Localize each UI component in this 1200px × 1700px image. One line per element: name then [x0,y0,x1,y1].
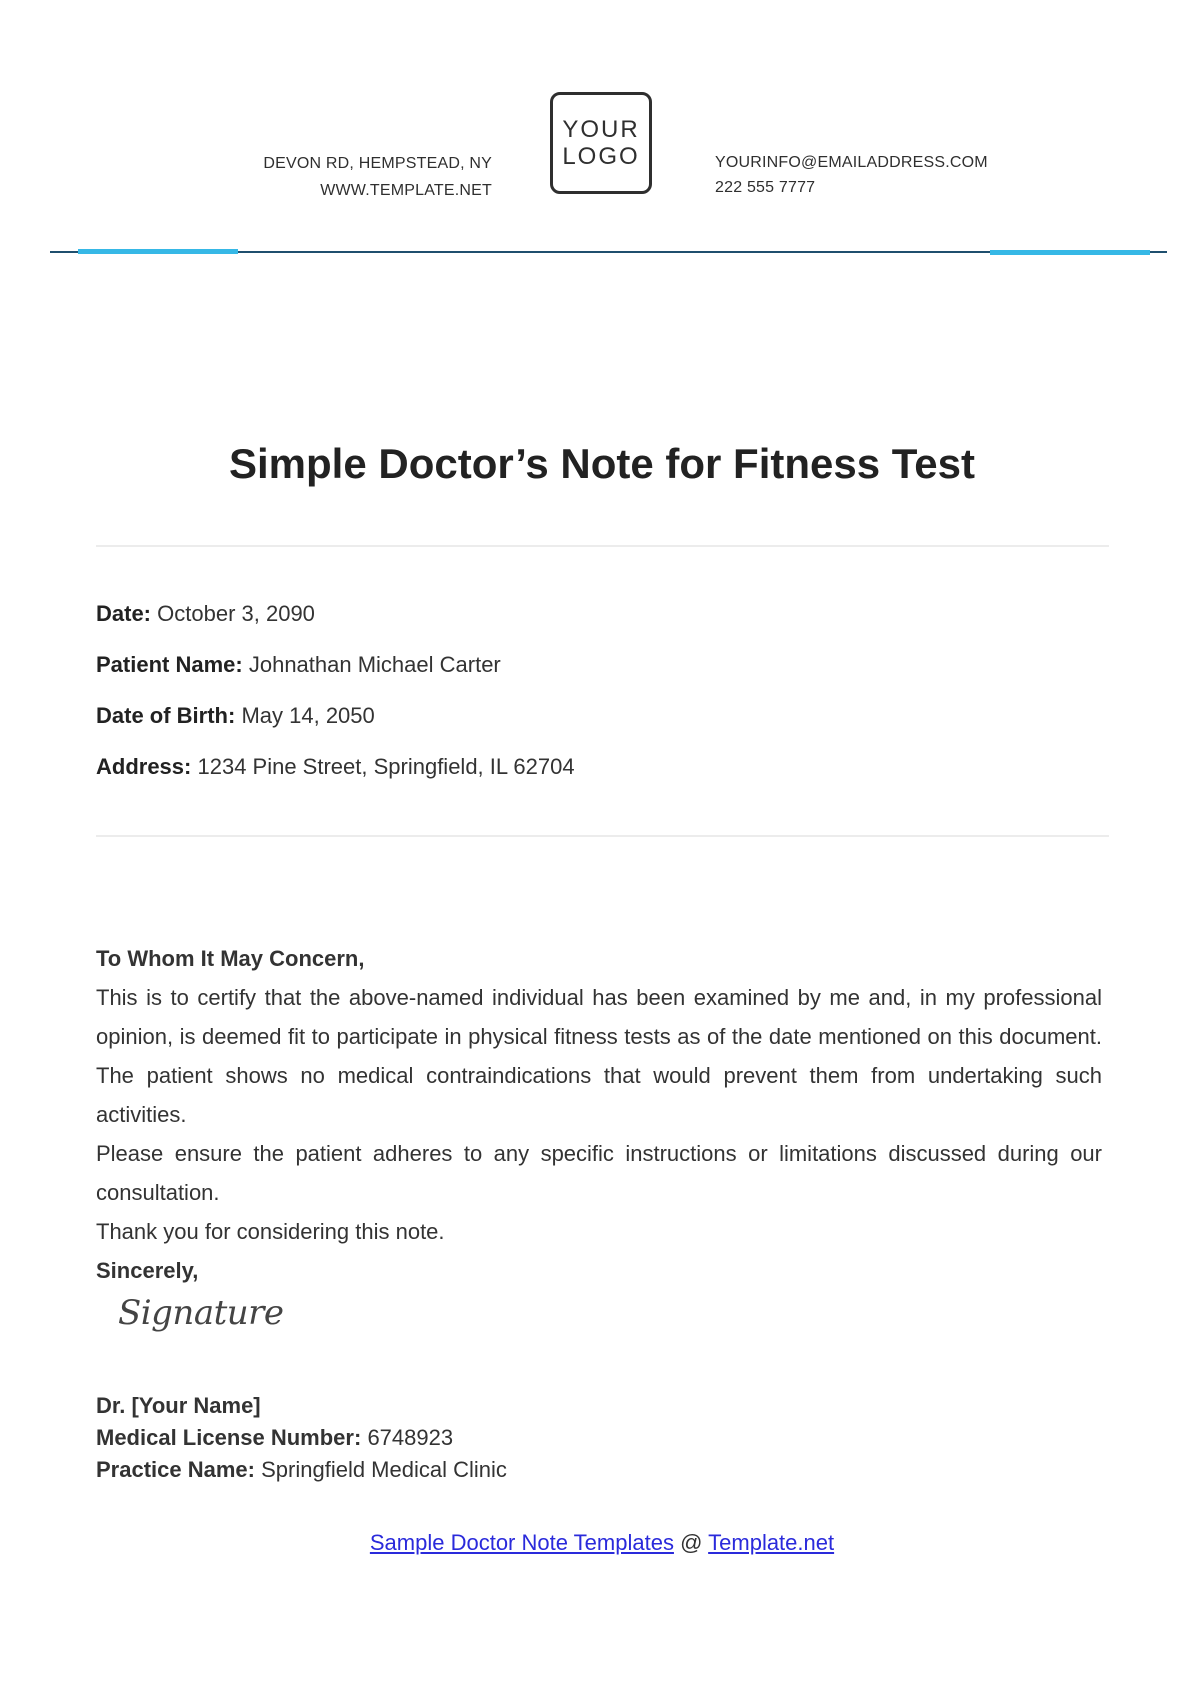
paragraph-2: Please ensure the patient adheres to any specific instructions or limitations discussed during our consultation. [96,1141,1102,1205]
license-value: 6748923 [367,1425,454,1450]
footer-separator: @ [680,1530,703,1555]
header-website: WWW.TEMPLATE.NET [320,182,492,199]
header-email: YOURINFO@EMAILADDRESS.COM [715,154,988,171]
signature: Signature [118,1293,284,1333]
signer-name: Dr. [Your Name] [96,1393,261,1418]
signer-block [96,1390,507,1486]
letter-body [96,939,1102,1290]
date-field [96,601,315,627]
patient-name-label: Patient Name: [96,652,243,677]
document-title: Simple Doctor’s Note for Fitness Test [228,440,975,487]
header-contact-right [715,150,988,200]
logo-line-1: YOUR [562,116,640,143]
header-address: DEVON RD, HEMPSTEAD, NY [263,155,492,172]
title-separator [96,545,1109,547]
header-phone: 222 555 7777 [715,179,816,196]
dob-value: May 14, 2050 [241,703,375,728]
fields-separator [96,835,1109,837]
header-accent-right [990,250,1150,255]
license-label: Medical License Number: [96,1425,362,1450]
date-value: October 3, 2090 [157,601,315,626]
logo-line-2: LOGO [562,143,640,170]
salutation-text: To Whom It May Concern, [96,946,365,971]
license-field [96,1422,507,1454]
header-contact-left [263,150,492,204]
logo-placeholder [550,92,652,194]
footer [0,1530,1200,1556]
header-accent-left [78,249,238,254]
dob-field [96,703,375,729]
salutation [96,939,1102,978]
paragraph-3: Thank you for considering this note. [96,1219,445,1244]
practice-field [96,1454,507,1486]
patient-name-value: Johnathan Michael Carter [248,652,501,677]
date-label: Date: [96,601,152,626]
address-value: 1234 Pine Street, Springfield, IL 62704 [197,754,575,779]
practice-value: Springfield Medical Clinic [261,1457,507,1482]
practice-label: Practice Name: [96,1457,255,1482]
closing [96,1251,1102,1290]
template-net-link[interactable]: Template.net [708,1530,835,1555]
address-field [96,754,575,780]
paragraph-1: This is to certify that the above-named individual has been examined by me and, in my professional opinion, is deemed fit to participate in physical fitness tests as of the date mentioned on this document. The patient shows no medical contraindications that would prevent them from undertaking such activities. [96,985,1102,1127]
closing-text: Sincerely, [96,1258,199,1283]
patient-name-field [96,652,501,678]
doctor-note-templates-link[interactable]: Sample Doctor Note Templates [369,1530,674,1555]
address-label: Address: [96,754,192,779]
dob-label: Date of Birth: [96,703,236,728]
